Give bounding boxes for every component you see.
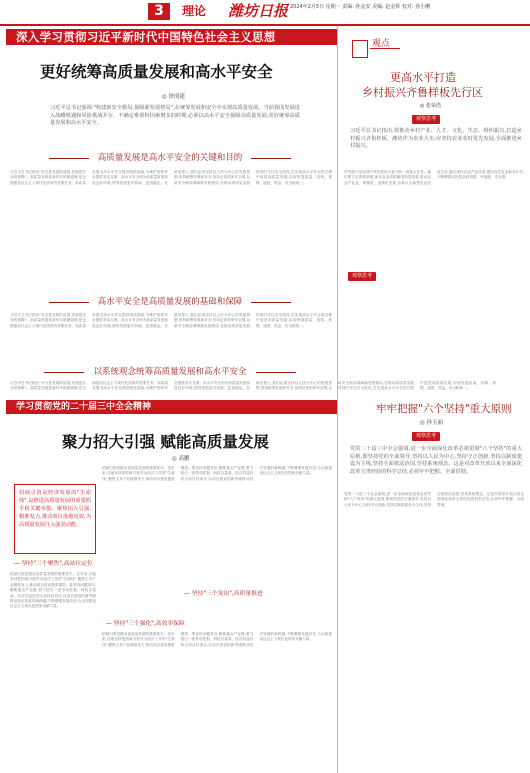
section-heading: 高水平安全是高质量发展的基础和保障 (95, 296, 245, 308)
article-body: 招商引资是推动高质量发展的重要抓手。近年来,各地坚持把招商引资作为经济工作的"生命线",聚焦主导产业精准发力,推动项目建设提质增效。要坚持问题导向,聚焦重点产业链,着力招引一批带动性强、科技含量高、经济效益好的大项目好项目,以项目建设的新突破推动经济发展的新跨越,不断增强发展后劲,为全面建设社会主义现代化国家贡献力量。 (102, 466, 332, 481)
right-lead-2: 党的二十届三中全会强调,进一步全面深化改革必须贯彻"六个坚持"的重大原则,即坚持党的全面领导,坚持以人民为中心,坚持守正创新,坚持以制度建设为主线,坚持全面依法治国,坚持系统观念。这是对改革开放以来全面深化改革宝贵经验的科学总结,必须牢牢把握、全面贯彻。 (350, 446, 522, 475)
section-heading: — 坚持"三个突出",高质量推进 (184, 590, 263, 598)
column-tag: 观察思考 (412, 115, 440, 124)
topic-banner-text: 深入学习贯彻习近平新时代中国特色社会主义思想 (16, 30, 276, 44)
section-heading: 以系统观念统筹高质量发展和高水平安全 (90, 366, 250, 378)
article-headline: 聚力招大引强 赋能高质量发展 (62, 433, 269, 451)
article-lead: 习近平总书记强调:"构建新安全格局,保障新发展格局",在统筹发展和安全中实现高质量发展。当前我国发展进入战略机遇和风险挑战并存、不确定难预料因素增多的时期,必须以高水平安全保障高质量发展,更好统筹高质量发展和高水平安全。 (50, 105, 300, 127)
right-byline: ◎ 张荣浩 (420, 103, 441, 109)
article-body: 习近平总书记指出"安全是发展的前提,发展是安全的保障"。高质量发展是新时代的硬道理,是全面建设社会主义现代化国家的首要任务。高质量发展为高水平安全提供物质基础,为维护国家安全提供坚实支撑。高水平安全则为高质量发展营造良好环境,使得发展更可持续、更加稳定。在新征程上,我们必须坚持以人民为中心的发展思想,坚持统筹发展和安全,坚持总体国家安全观,以新安全格局保障新发展格局,在推动高质量发展的同时守住安全底线,在实现高水平安全的过程中促进高质量发展,实现发展质量、结构、规模、速度、效益、安全相统一。 (10, 170, 332, 185)
paper-logo: 潍坊日报 (228, 2, 289, 20)
column-tag: 观察思考 (412, 432, 440, 441)
masthead (0, 0, 530, 26)
right-headline-2: 牢牢把握"六个坚持"重大原则 (376, 403, 512, 415)
right-lead: 习近平总书记指出,要推动乡村产业、人才、文化、生态、组织振兴,打造乡村振兴齐鲁样板。潍坊作为农业大市,应坚持农业农村优先发展,全面推进乡村振兴。 (350, 128, 522, 150)
column-divider (337, 26, 338, 773)
right-headline-line-2: 乡村振兴齐鲁样板先行区 (362, 86, 483, 99)
topic-banner-2 (6, 400, 337, 414)
article-byline: ◎ 徐成建 (162, 94, 186, 100)
article-body: 招商引资是推动高质量发展的重要抓手。近年来,各地坚持把招商引资作为经济工作的"生命线",聚焦主导产业精准发力,推动项目建设提质增效。要坚持问题导向,聚焦重点产业链,着力招引一批带动性强、科技含量高、经济效益好的大项目好项目,以项目建设的新突破推动经济发展的新跨越,不断增强发展后劲,为全面建设社会主义现代化国家贡献力量。 (10, 572, 96, 609)
section-heading: — 坚持"三个聚焦",高站位定位 (14, 560, 93, 568)
right-body-2: 党的二十届三中全会强调,进一步全面深化改革必须贯彻"六个坚持"的重大原则,即坚持党的全面领导,坚持以人民为中心,坚持守正创新,坚持以制度建设为主线,坚持全面依法治国,坚持系统观念。这是对改革开放以来全面深化改革宝贵经验的科学总结,必须牢牢把握、全面贯彻。 (344, 492, 524, 507)
section-label-frame (352, 40, 368, 58)
column-tag: 观察思考 (348, 272, 376, 281)
article-body: 招商引资是推动高质量发展的重要抓手。近年来,各地坚持把招商引资作为经济工作的"生命线",聚焦主导产业精准发力,推动项目建设提质增效。要坚持问题导向,聚焦重点产业链,着力招引一批带动性强、科技含量高、经济效益好的大项目好项目,以项目建设的新突破推动经济发展的新跨越,不断增强发展后劲,为全面建设社会主义现代化国家贡献力量。 (102, 632, 332, 647)
page-number: 3 (148, 3, 170, 20)
pull-quote-text: 招商引资是经济发展的"生命线",是推进高质量发展的重要抓手和关键举措。聚焦招大引强,精准发力,推动项目落地见效,为高质量发展注入强劲动能。 (19, 490, 91, 528)
article-headline: 更好统筹高质量发展和高水平安全 (40, 63, 273, 81)
right-headline-line-1: 更高水平打造 (390, 71, 456, 84)
section-heading: — 坚持"三个强化",高效率保障 (106, 620, 185, 628)
section-label: 观点 (372, 39, 391, 49)
article-body: 习近平总书记指出"安全是发展的前提,发展是安全的保障"。高质量发展是新时代的硬道理,是全面建设社会主义现代化国家的首要任务。高质量发展为高水平安全提供物质基础,为维护国家安全提供坚实支撑。高水平安全则为高质量发展营造良好环境,使得发展更可持续、更加稳定。在新征程上,我们必须坚持以人民为中心的发展思想,坚持统筹发展和安全,坚持总体国家安全观,以新安全格局保障新发展格局,在推动高质量发展的同时守住安全底线,在实现高水平安全的过程中促进高质量发展,实现发展质量、结构、规模、速度、效益、安全相统一。 (10, 313, 332, 328)
issue-meta: 2024年2月5日 星期一 责编: 孙金安 美编: 赵金辉 校对: 孙小鹏 (290, 4, 431, 10)
section-heading: 高质量发展是高水平安全的关键和目的 (95, 152, 245, 164)
pull-quote (14, 484, 96, 554)
masthead-rule (0, 24, 530, 26)
article-body: 习近平总书记指出"安全是发展的前提,发展是安全的保障"。高质量发展是新时代的硬道理,是全面建设社会主义现代化国家的首要任务。高质量发展为高水平安全提供物质基础,为维护国家安全提供坚实支撑。高水平安全则为高质量发展营造良好环境,使得发展更可持续、更加稳定。在新征程上,我们必须坚持以人民为中心的发展思想,坚持统筹发展和安全,坚持总体国家安全观,以新安全格局保障新发展格局,在推动高质量发展的同时守住安全底线,在实现高水平安全的过程中促进高质量发展,实现发展质量、结构、规模、速度、效益、安全相统一。 (10, 381, 496, 391)
topic-banner-2-text: 学习贯彻党的二十届三中全会精神 (16, 402, 152, 412)
article-byline: ◎ 高鹏 (172, 456, 190, 462)
section-name: 理论 (182, 4, 207, 18)
right-byline-2: ◎ 孙玉丽 (420, 420, 444, 426)
topic-banner (6, 29, 337, 45)
right-body: 乡村振兴是实现中华民族伟大复兴的一项重大任务。潍坊要立足资源禀赋,深化农业供给侧结构性改革,推动农业产业化、规模化、品牌化发展,培育壮大新型农业经营主体,健全现代农业产业体系,建设宜居宜业和美乡村,不断增强农民群众获得感、幸福感、安全感。 (344, 170, 524, 185)
